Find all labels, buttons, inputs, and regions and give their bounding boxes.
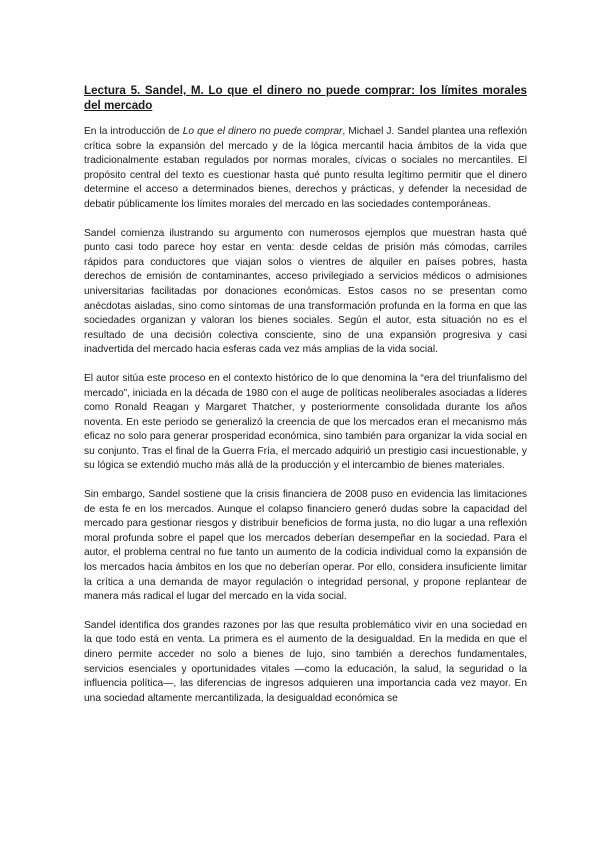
intro-text-after: , Michael J. Sandel plantea una reflexión crítica sobre la expansión del mercado y de la lógica mercantil hacia ámbitos de la vida que tradicionalmente estaban regulados por normas morales, cívicas o sociales no mercantiles. El propósito central del texto es cuestionar hasta qué punto resulta legítimo permitir que el dinero determine el acceso a determinados bienes, derechos y prácticas, y defender la necesidad de debatir públicamente los límites morales del mercado en las sociedades contemporáneas. — [84, 126, 527, 210]
document-body — [84, 84, 527, 720]
intro-text-before: En la introducción de — [84, 126, 183, 137]
document-title: Lectura 5. Sandel, M. Lo que el dinero no puede comprar: los límites morales del mercado — [84, 84, 527, 112]
paragraph-financial-crisis: Sin embargo, Sandel sostiene que la crisis financiera de 2008 puso en evidencia las limitaciones de esta fe en los mercados. Aunque el colapso financiero generó dudas sobre la capacidad del mercado para gestionar riesgos y distribuir beneficios de forma justa, no dio lugar a una reflexión moral profunda sobre el papel que los mercados deberían desempeñar en la sociedad. Para el autor, el problema central no fue tanto un aumento de la codicia individual como la expansión de los mercados hacia ámbitos en los que no deberían operar. Por ello, considera insuficiente limitar la crítica a una demanda de mayor regulación o integridad personal, y propone replantear de manera más radical el lugar del mercado en la vida social. — [84, 489, 527, 603]
book-title: Lo que el dinero no puede comprar — [182, 126, 343, 137]
intro-paragraph — [84, 125, 527, 213]
paragraph-examples: Sandel comienza ilustrando su argumento con numerosos ejemplos que muestran hasta qué punto casi todo parece hoy estar en venta: desde celdas de prisión más cómodas, carriles rápidos para conductores que viajan solos o vientres de alquiler en países pobres, hasta derechos de emisión de contaminantes, acceso privilegiado a servicios médicos o admisiones universitarias facilitadas por donaciones económicas. Estos casos no se presentan como anécdotas aisladas, sino como síntomas de una transformación profunda en la forma en que las sociedades organizan y valoran los bienes sociales. Según el autor, esta situación no es el resultado de una decisión colectiva consciente, sino de una expansión progresiva y casi inadvertida del mercado hacia esferas cada vez más amplias de la vida social. — [84, 227, 527, 356]
paragraph-inequality: Sandel identifica dos grandes razones por las que resulta problemático vivir en una sociedad en la que todo está en venta. La primera es el aumento de la desigualdad. En la medida en que el dinero permite acceder no solo a bienes de lujo, sino también a derechos fundamentales, servicios esenciales y oportunidades vitales —como la educación, la salud, la seguridad o la influencia política—, las diferencias de ingresos adquieren una importancia cada vez mayor. En una sociedad altamente mercantilizada, la desigualdad económica se — [84, 619, 527, 704]
paragraph-market-triumphalism: El autor sitúa este proceso en el contexto histórico de lo que denomina la “era del triunfalismo del mercado”, iniciada en la década de 1980 con el auge de políticas neoliberales asociadas a líderes como Ronald Reagan y Margaret Thatcher, y posteriormente consolidada durante los años noventa. En este periodo se generalizó la creencia de que los mercados eran el mecanismo más eficaz no solo para generar prosperidad económica, sino también para organizar la vida social en su conjunto. Tras el final de la Guerra Fría, el mercado adquirió un prestigio casi incuestionable, y su lógica se extendió mucho más allá de la producción y el intercambio de bienes materiales. — [84, 372, 527, 472]
